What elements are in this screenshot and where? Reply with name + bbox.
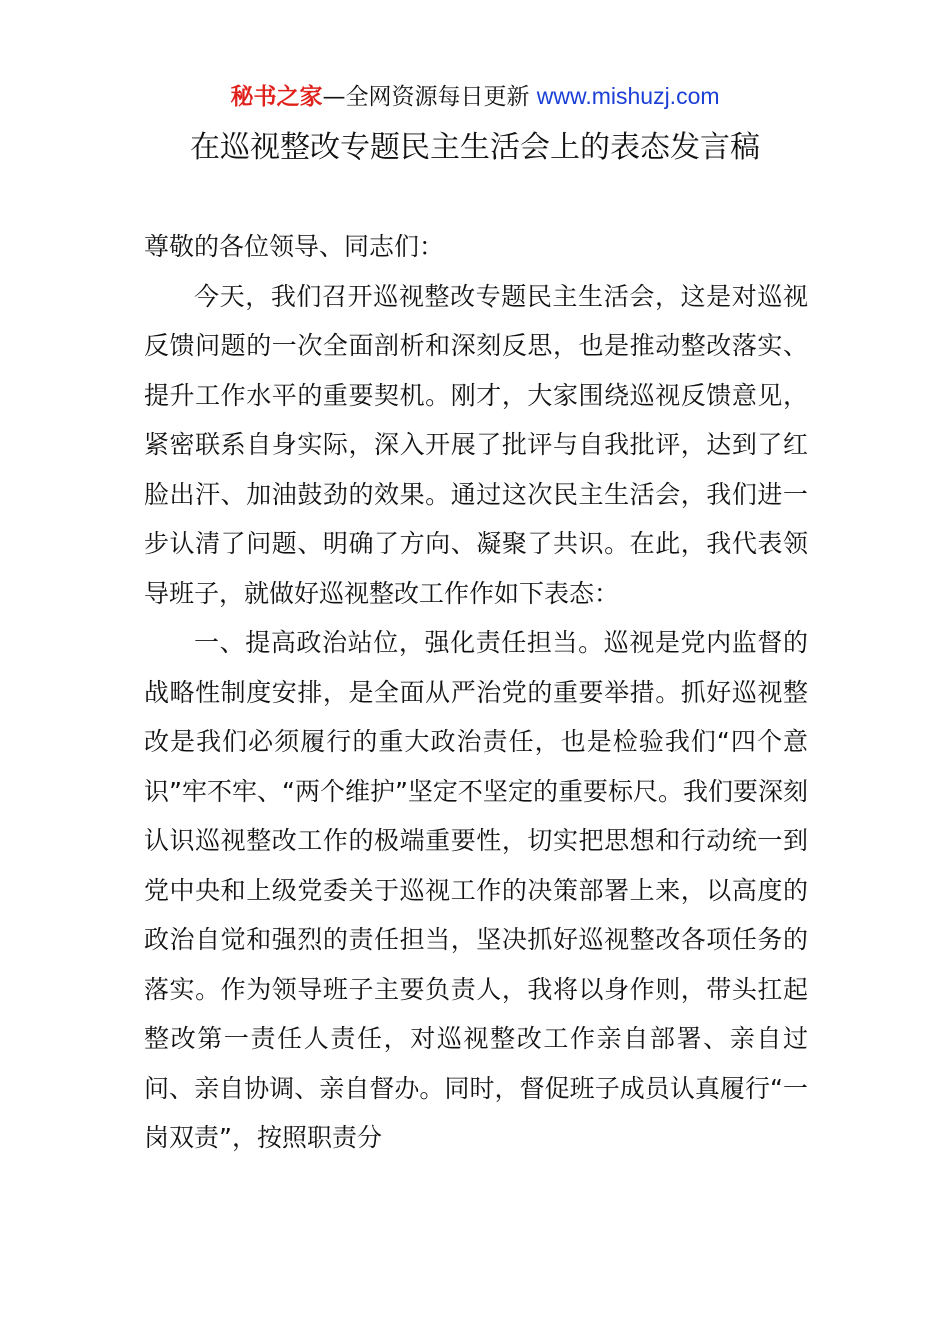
paragraph-intro: 今天，我们召开巡视整改专题民主生活会，这是对巡视反馈问题的一次全面剖析和深刻反思，也是推动整改落实、提升工作水平的重要契机。刚才，大家围绕巡视反馈意见，紧密联系自身实际，深入开展了批评与自我批评，达到了红脸出汗、加油鼓劲的效果。通过这次民主生活会，我们进一步认清了问题、明确了方向、凝聚了共识。在此，我代表领导班子，就做好巡视整改工作作如下表态：	[144, 281, 808, 608]
salutation: 尊敬的各位领导、同志们：	[144, 232, 445, 261]
site-url-link[interactable]: www.mishuzj.com	[536, 83, 720, 109]
document-body	[144, 222, 808, 1163]
document-title: 在巡视整改专题民主生活会上的表态发言稿	[190, 130, 760, 165]
site-tagline: —全网资源每日更新	[322, 84, 537, 110]
paragraph-section-one: 一、提高政治站位，强化责任担当。巡视是党内监督的战略性制度安排，是全面从严治党的重要举措。抓好巡视整改是我们必须履行的重大政治责任，也是检验我们“四个意识”牢不牢、“两个维护”坚定不坚定的重要标尺。我们要深刻认识巡视整改工作的极端重要性，切实把思想和行动统一到党中央和上级党委关于巡视工作的决策部署上来，以高度的政治自觉和强烈的责任担当，坚决抓好巡视整改各项任务的落实。作为领导班子主要负责人，我将以身作则，带头扛起整改第一责任人责任，对巡视整改工作亲自部署、亲自过问、亲自协调、亲自督办。同时，督促班子成员认真履行“一岗双责”，按照职责分	[144, 628, 808, 1152]
brand-name: 秘书之家	[230, 84, 323, 110]
site-header	[0, 80, 950, 113]
